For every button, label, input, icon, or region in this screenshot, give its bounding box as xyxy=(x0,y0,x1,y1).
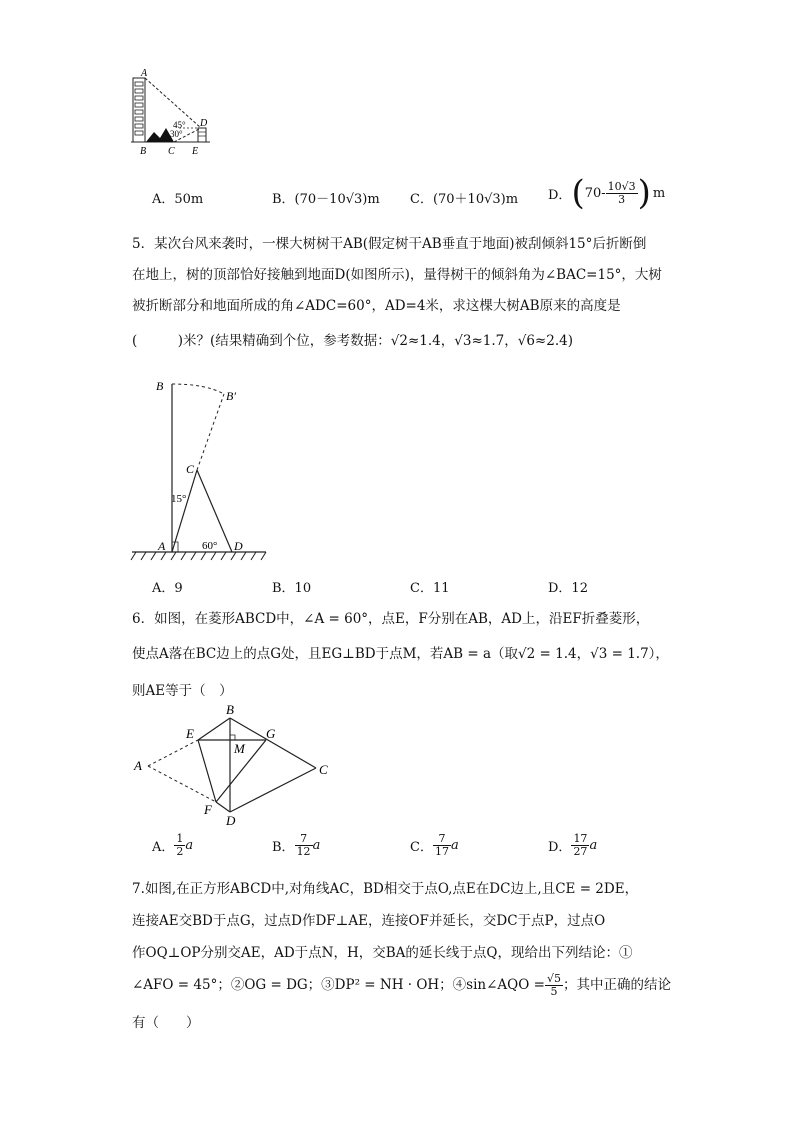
q5-line-2: 在地上，树的顶部恰好接触到地面D(如图所示)，量得树干的倾斜角为∠BAC=15°，大树 xyxy=(132,267,662,283)
q6-option-b-fraction xyxy=(295,833,313,858)
fig2-angle-60: 60° xyxy=(202,540,218,552)
fig1-label-B: B xyxy=(140,146,147,157)
q4-option-d-unit: m xyxy=(652,185,666,201)
q4-option-d-fraction xyxy=(606,181,638,206)
fig2-angle-15: 15° xyxy=(171,493,187,505)
q4-option-d-paren-left: ( xyxy=(571,173,585,213)
q5-option-b[interactable]: B．10 xyxy=(272,581,312,596)
q7-line-3: 作OQ⊥OP分别交AE，AD于点N，H，交BA的延长线于点Q，现给出下列结论：① xyxy=(132,945,633,961)
q6-option-a-num: 1 xyxy=(176,832,184,845)
q6-option-c-fraction xyxy=(433,833,451,858)
q6-option-d-fraction xyxy=(571,833,589,858)
q6-option-a[interactable] xyxy=(152,833,193,858)
q4-option-a[interactable]: A．50m xyxy=(152,192,204,207)
q7-sin-fraction xyxy=(545,973,563,998)
q6-option-d-suffix: a xyxy=(589,838,598,853)
q7-sin-num: √5 xyxy=(546,971,561,985)
q7-line-4-part2: ；其中正确的结论 xyxy=(562,977,671,993)
q6-option-d[interactable] xyxy=(548,833,597,858)
q4-option-d-prefix: D． xyxy=(548,187,572,203)
fig3-label-B: B xyxy=(226,702,234,717)
q6-option-c-prefix: C． xyxy=(410,840,433,855)
q4-option-d-paren-right: ) xyxy=(637,173,651,213)
q6-option-b[interactable] xyxy=(272,833,320,858)
fig1-label-E: E xyxy=(192,146,199,157)
q6-line-2: 使点A落在BC边上的点G处，且EG⊥BD于点M，若AB = a（取√2 = 1.4，√3 = 1.7）， xyxy=(132,646,669,662)
fig1-label-D: D xyxy=(200,118,208,129)
q5-option-c[interactable]: C．11 xyxy=(410,581,450,596)
q4-option-d-num: 10√3 xyxy=(607,179,636,193)
figure-broken-tree xyxy=(126,370,276,566)
q7-line-2: 连接AE交BD于点G，过点D作DF⊥AE，连接OF并延长，交DC于点P，过点O xyxy=(132,913,606,929)
q6-option-c-num: 7 xyxy=(433,833,451,846)
fig3-label-G: G xyxy=(266,726,276,741)
q6-option-b-den: 12 xyxy=(296,845,311,858)
q6-option-a-prefix: A． xyxy=(152,840,175,855)
q6-option-d-prefix: D． xyxy=(548,840,572,855)
fig1-angle-30: 30° xyxy=(170,129,183,139)
q6-option-c-den: 17 xyxy=(434,845,449,858)
q6-option-a-den: 2 xyxy=(176,845,184,858)
q7-line-4 xyxy=(132,970,671,1000)
q6-option-b-suffix: a xyxy=(312,838,321,853)
q4-option-b[interactable]: B．(70－10√3)m xyxy=(272,192,380,207)
q6-line-1: 6．如图，在菱形ABCD中，∠A = 60°，点E，F分别在AB，AD上，沿EF折叠菱形， xyxy=(132,611,650,627)
fig2-label-Bprime: B′ xyxy=(226,389,236,403)
q7-line-4-part1: ∠AFO = 45°；②OG = DG；③DP² = NH · OH；④sin∠AQO = xyxy=(132,977,545,993)
figure-building-slope xyxy=(128,66,228,158)
q5-line-3: 被折断部分和地面所成的角∠ADC=60°，AD=4米，求这棵大树AB原来的高度是 xyxy=(132,298,621,314)
fig3-label-D: D xyxy=(226,813,236,828)
figure-rhombus-fold xyxy=(130,702,340,830)
q6-option-d-num: 17 xyxy=(573,832,588,845)
fig1-label-C: C xyxy=(168,146,175,157)
q5-option-d[interactable]: D．12 xyxy=(548,581,588,596)
q4-option-d-den: 3 xyxy=(618,192,626,206)
fig2-label-D: D xyxy=(234,539,243,553)
fig2-label-C: C xyxy=(186,462,195,476)
q6-option-d-den: 27 xyxy=(573,845,588,858)
q5-line-1: 5．某次台风来袭时，一棵大树树干AB(假定树干AB垂直于地面)被刮倾斜15°后折断倒 xyxy=(132,236,647,252)
q6-option-a-fraction xyxy=(174,833,185,858)
q5-line-4: ( )米？(结果精确到个位，参考数据：√2≈1.4，√3≈1.7，√6≈2.4) xyxy=(132,333,573,349)
q6-option-b-num: 7 xyxy=(295,833,313,846)
fig3-label-A: A xyxy=(134,758,142,773)
q4-option-d-pre: 70- xyxy=(584,185,606,201)
q7-sin-den: 5 xyxy=(550,984,558,998)
q4-option-d[interactable] xyxy=(548,173,666,213)
fig3-label-F: F xyxy=(204,802,212,817)
fig2-label-A: A xyxy=(158,539,166,553)
q7-line-1: 7.如图,在正方形ABCD中,对角线AC，BD相交于点O,点E在DC边上,且CE = 2DE， xyxy=(132,881,639,897)
fig1-angle-45: 45° xyxy=(173,120,186,130)
fig2-label-B: B xyxy=(156,379,164,393)
fig3-label-C: C xyxy=(319,762,328,777)
q7-line-5: 有（ ） xyxy=(132,1015,200,1031)
q6-option-c[interactable] xyxy=(410,833,459,858)
q5-option-a[interactable]: A．9 xyxy=(152,581,183,596)
fig3-label-M: M xyxy=(234,741,245,756)
q6-line-3: 则AE等于（ ） xyxy=(132,683,233,699)
fig3-label-E: E xyxy=(186,726,194,741)
q6-option-b-prefix: B． xyxy=(272,840,295,855)
q6-option-c-suffix: a xyxy=(450,838,459,853)
fig1-label-A: A xyxy=(141,68,148,79)
q6-option-a-suffix: a xyxy=(185,838,194,853)
q4-option-c[interactable]: C．(70＋10√3)m xyxy=(410,192,519,207)
